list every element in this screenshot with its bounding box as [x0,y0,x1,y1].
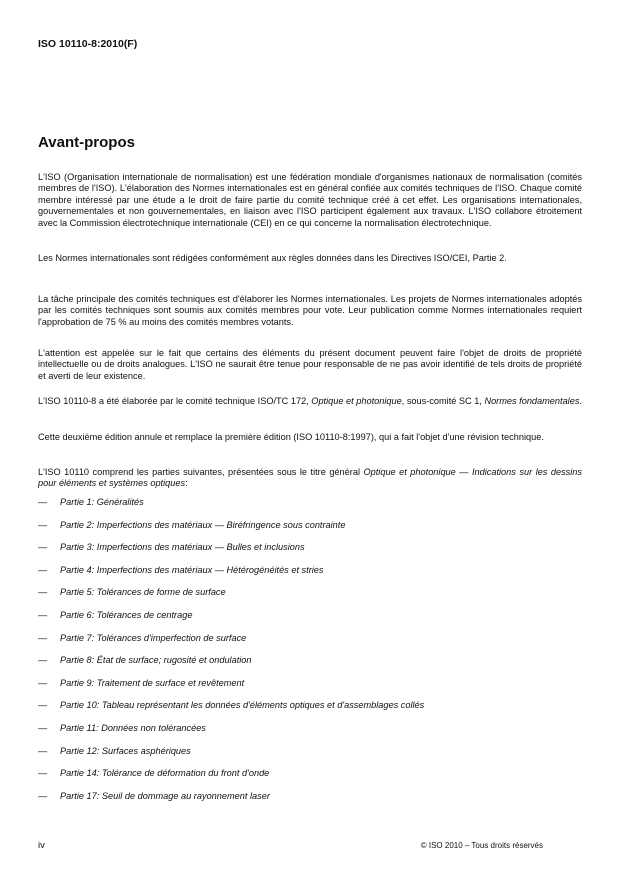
paragraph-committee [38,396,582,407]
paragraph-patent-notice: L'attention est appelée sur le fait que certains des éléments du présent document peuvent faire l'objet de droits de propriété intellectuelle ou de droits analogues. L'ISO ne saurait être tenue pour responsable de ne pas avoir identifié de tels droits de propriété et averti de leur existence. [38,348,582,381]
paragraph-committee-text-1: L'ISO 10110-8 a été élaborée par le comité technique ISO/TC 172, [38,396,312,406]
list-item [38,633,424,656]
dash-marker: — [38,542,48,553]
section-title: Avant-propos [38,134,135,151]
dash-marker: — [38,790,48,801]
dash-marker: — [38,609,48,620]
part-label: Partie 12: Surfaces asphériques [60,745,191,756]
paragraph-parts-intro [38,467,582,490]
list-item [38,565,424,588]
dash-marker: — [38,745,48,756]
dash-marker: — [38,722,48,733]
list-item [38,542,424,565]
subcommittee-name: Normes fondamentales [484,396,580,406]
part-label: Partie 7: Tolérances d'imperfection de surface [60,632,247,643]
part-label: Partie 10: Tableau représentant les données d'éléments optiques et d'assemblages collés [60,700,425,711]
dash-marker: — [38,497,48,507]
part-label: Partie 14: Tolérance de déformation du front d'onde [60,768,270,779]
part-label: Partie 9: Traitement de surface et revêtement [60,677,245,688]
list-item [38,497,424,520]
list-item [38,587,424,610]
part-label: Partie 1: Généralités [60,497,144,507]
parts-list [38,497,424,813]
dash-marker: — [38,768,48,779]
paragraph-technical-committees: La tâche principale des comités techniques est d'élaborer les Normes internationales. Les projets de Normes internationales adoptés par les comités techniques sont soumis aux comités membres pour vote. Leur publication comme Normes internationales requiert l'approbation de 75 % au moins des comités membres votants. [38,294,582,327]
copyright-notice: © ISO 2010 – Tous droits réservés [420,841,543,850]
dash-marker: — [38,519,48,530]
list-item [38,520,424,543]
part-label: Partie 3: Imperfections des matériaux — Bulles et inclusions [60,542,305,553]
list-item [38,791,424,814]
paragraph-edition: Cette deuxième édition annule et remplace la première édition (ISO 10110-8:1997), qui a fait l'objet d'une révision technique. [38,432,544,442]
dash-marker: — [38,655,48,666]
paragraph-directives: Les Normes internationales sont rédigées conformément aux règles données dans les Directives ISO/CEI, Partie 2. [38,253,507,263]
page-number: iv [38,840,45,851]
list-item [38,723,424,746]
general-title: Optique et photonique — Indications sur les dessins pour éléments et systèmes optiques [38,467,583,489]
part-label: Partie 6: Tolérances de centrage [60,609,193,620]
dash-marker: — [38,700,48,711]
paragraph-iso-intro: L'ISO (Organisation internationale de normalisation) est une fédération mondiale d'organismes nationaux de normalisation (comités membres de l'ISO). L'élaboration des Normes internationales est en général confiée aux comités techniques de l'ISO. Chaque comité membre intéressé par une étude a le droit de faire partie du comité technique créé à cet effet. Les organisations internationales, gouvernementales et non gouvernementales, en liaison avec l'ISO participent également aux travaux. L'ISO collabore étroitement avec la Commission électrotechnique internationale (CEI) en ce qui concerne la normalisation électrotechnique. [38,172,582,228]
list-item [38,655,424,678]
list-item [38,768,424,791]
list-item [38,678,424,701]
list-item [38,746,424,769]
part-label: Partie 5: Tolérances de forme de surface [60,587,226,598]
document-id: ISO 10110-8:2010(F) [38,38,138,50]
part-label: Partie 17: Seuil de dommage au rayonnement laser [60,790,270,801]
paragraph-committee-text-2: , sous-comité SC 1, [401,396,485,406]
dash-marker: — [38,677,48,688]
list-item [38,700,424,723]
committee-name: Optique et photonique [311,396,402,406]
parts-intro-text: L'ISO 10110 comprend les parties suivantes, présentées sous le titre général [38,467,364,477]
part-label: Partie 2: Imperfections des matériaux — Biréfringence sous contrainte [60,519,346,530]
dash-marker: — [38,564,48,575]
part-label: Partie 4: Imperfections des matériaux — Hétérogénéités et stries [60,564,324,575]
dash-marker: — [38,632,48,643]
dash-marker: — [38,587,48,598]
paragraph-committee-text-3: . [579,396,582,406]
part-label: Partie 8: État de surface; rugosité et ondulation [60,655,252,666]
list-item [38,610,424,633]
part-label: Partie 11: Données non tolérancées [60,722,206,733]
parts-intro-colon: : [185,478,188,489]
